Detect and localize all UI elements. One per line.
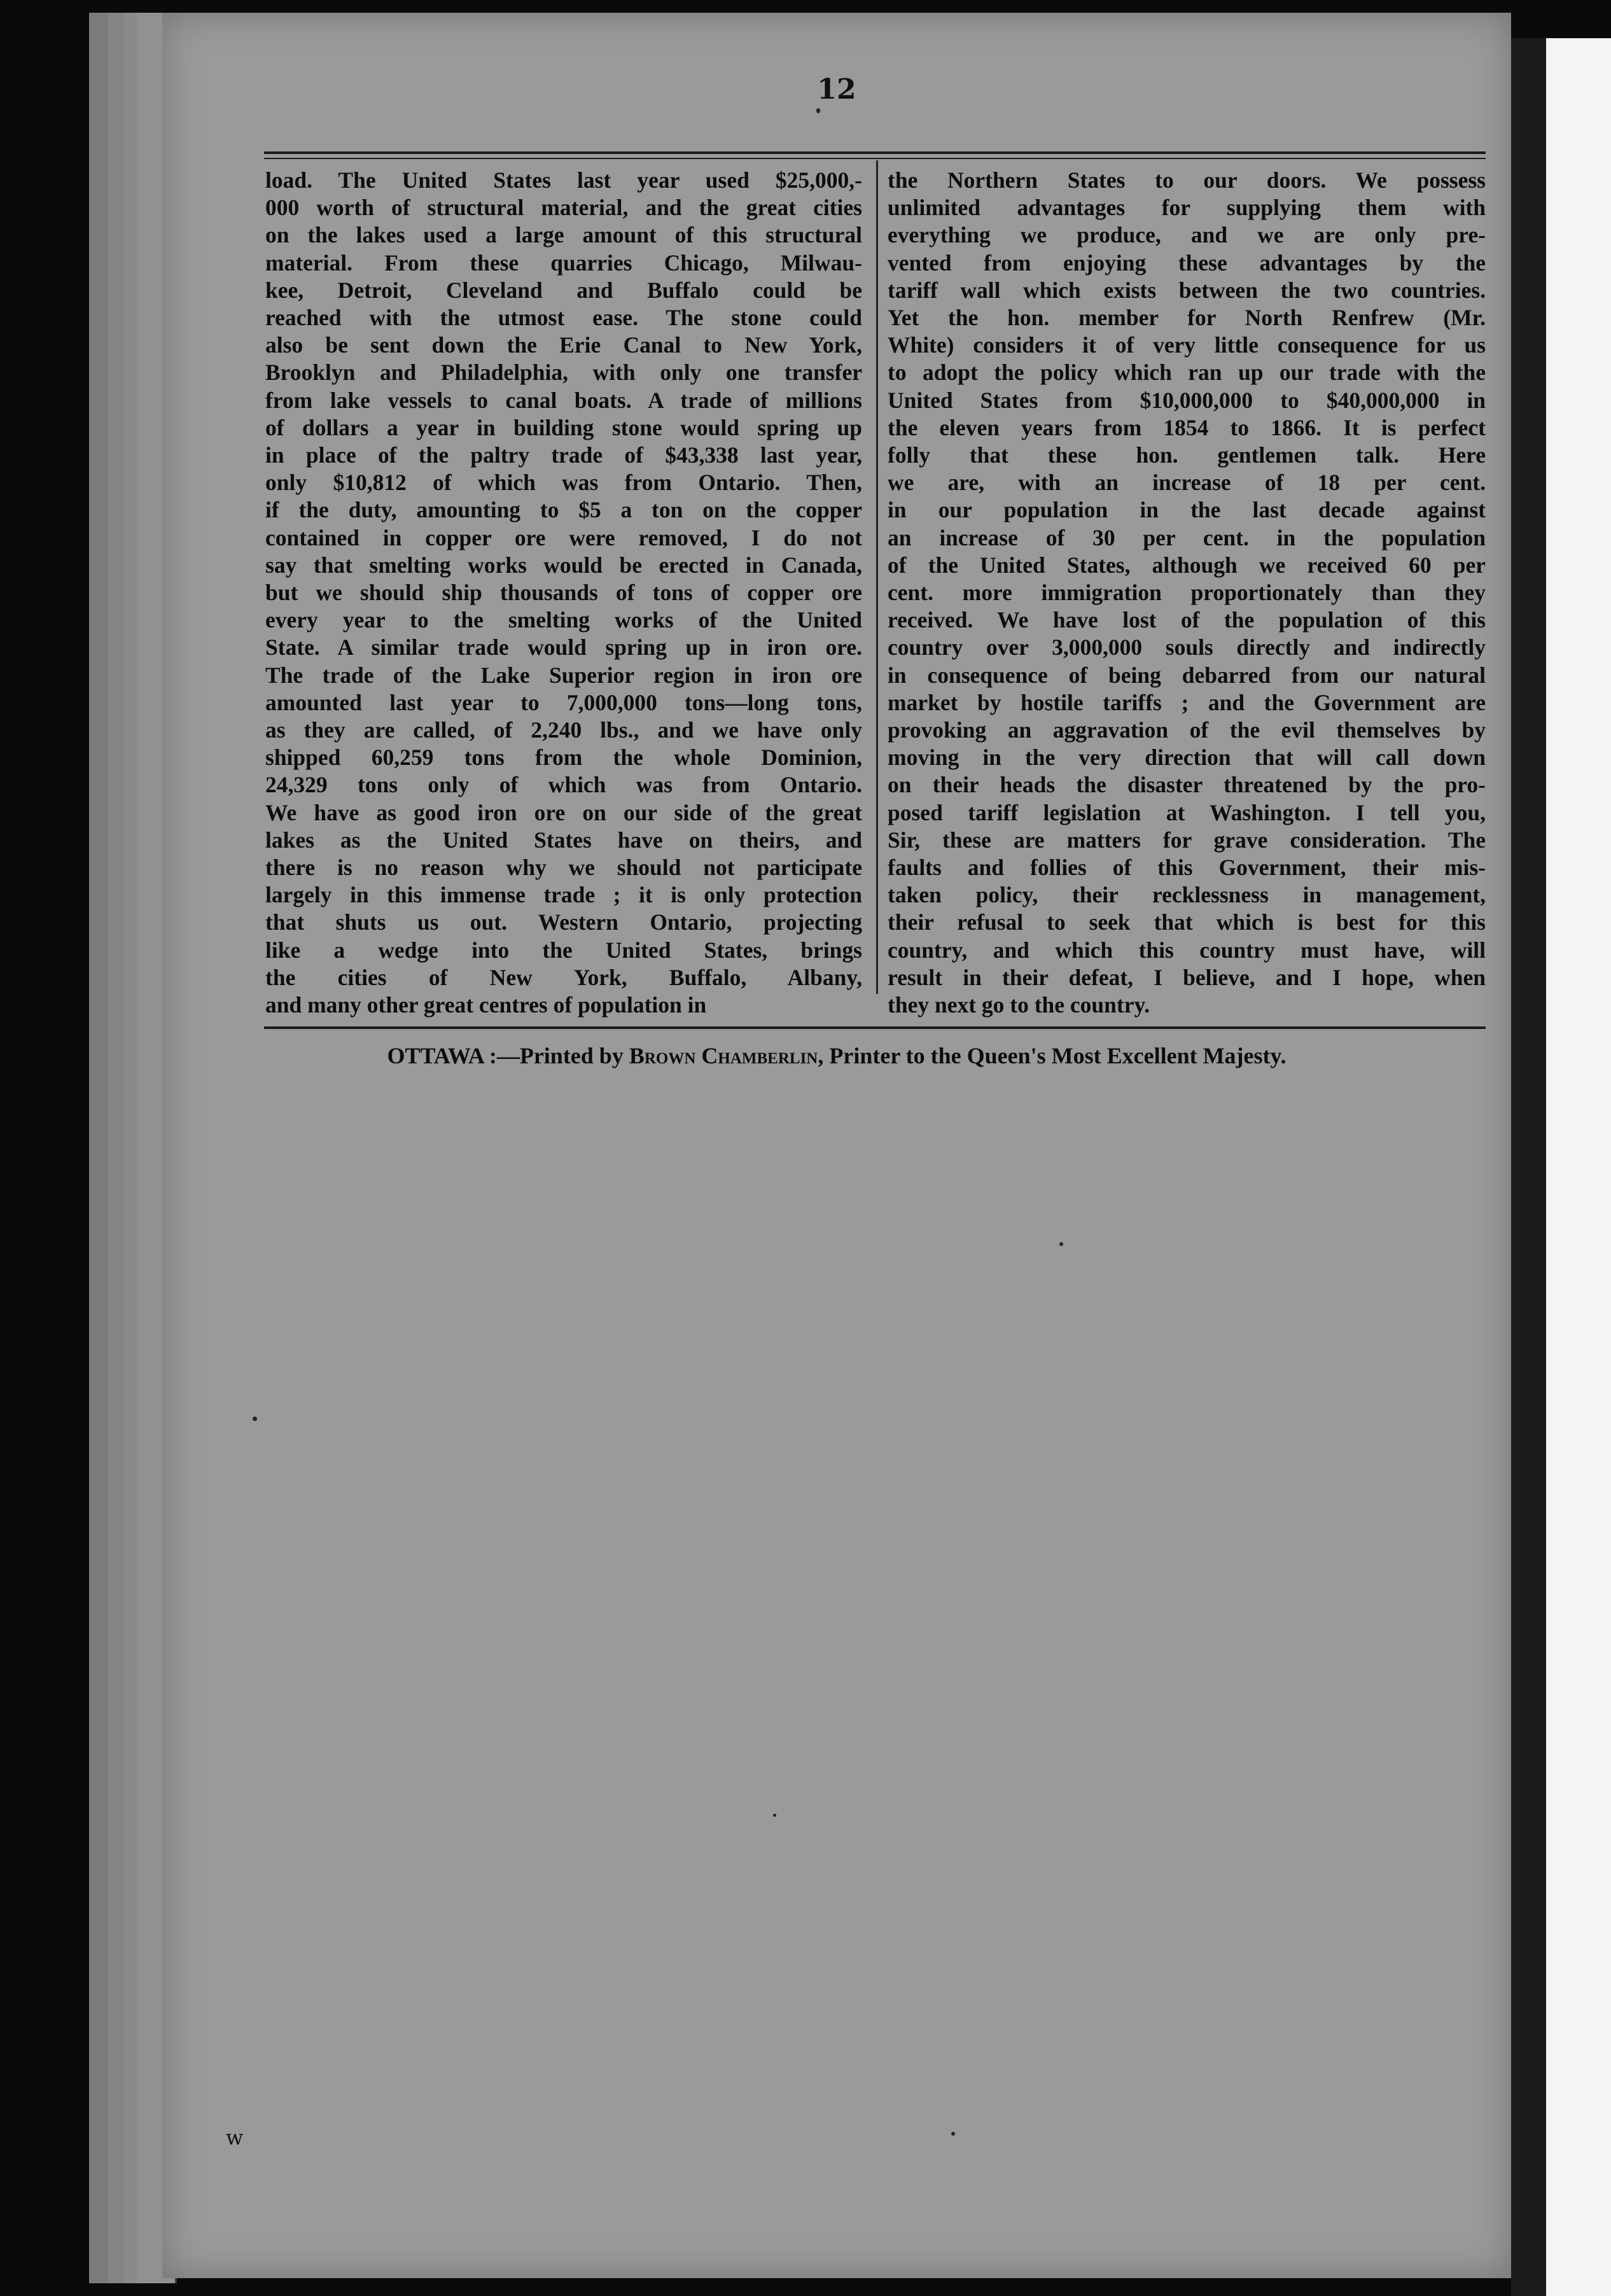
text-line: received. We have lost of the population of this: [888, 607, 1486, 633]
text-line: load. The United States last year used $25,000,-: [265, 167, 862, 193]
document-page: [162, 13, 1511, 2278]
text-line: that shuts us out. Western Ontario, projecting: [265, 909, 862, 935]
text-line: United States from $10,000,000 to $40,000,000 in: [888, 387, 1486, 413]
printer-imprint: [162, 1042, 1511, 1069]
text-line: unlimited advantages for supplying them with: [888, 195, 1486, 221]
imprint-rest: , Printer to the Queen's Most Excellent Majesty.: [818, 1043, 1287, 1068]
marginal-mark: w: [226, 2125, 244, 2150]
text-line: We have as good iron ore on our side of the great: [265, 799, 862, 825]
column-divider: [876, 160, 878, 994]
text-line: State. A similar trade would spring up in iron ore.: [265, 634, 862, 661]
scan-margin: [1546, 38, 1611, 2296]
text-line: the eleven years from 1854 to 1866. It is perfect: [888, 414, 1486, 440]
text-line: faults and follies of this Government, their mis-: [888, 855, 1486, 881]
ink-speck: [951, 2132, 955, 2136]
text-line: moving in the very direction that will call down: [888, 745, 1486, 771]
footer-rule: [264, 1026, 1486, 1029]
left-column: [265, 167, 862, 1019]
text-line: country, and which this country must have, will: [888, 937, 1486, 963]
text-line: in consequence of being debarred from our natural: [888, 662, 1486, 688]
text-line: reached with the utmost ease. The stone could: [265, 305, 862, 331]
text-line: only $10,812 of which was from Ontario. Then,: [265, 470, 862, 496]
text-line: vented from enjoying these advantages by the: [888, 249, 1486, 276]
text-line: an increase of 30 per cent. in the population: [888, 524, 1486, 550]
text-line: posed tariff legislation at Washington. I tell you,: [888, 799, 1486, 825]
text-line: contained in copper ore were removed, I do not: [265, 524, 862, 550]
text-line: Brooklyn and Philadelphia, with only one transfer: [265, 360, 862, 386]
imprint-place: OTTAWA :—Printed by: [387, 1043, 629, 1068]
text-line: largely in this immense trade ; it is only protection: [265, 882, 862, 908]
ink-speck: [773, 1814, 776, 1817]
text-line: everything we produce, and we are only pre-: [888, 222, 1486, 248]
text-line: amounted last year to 7,000,000 tons—long tons,: [265, 689, 862, 715]
text-line: their refusal to seek that which is best for this: [888, 909, 1486, 935]
text-line: every year to the smelting works of the United: [265, 607, 862, 633]
text-line: 000 worth of structural material, and the great cities: [265, 195, 862, 221]
text-line: kee, Detroit, Cleveland and Buffalo could be: [265, 277, 862, 303]
text-line: cent. more immigration proportionately than they: [888, 580, 1486, 606]
header-rule-thin: [264, 158, 1486, 159]
text-line: they next go to the country.: [888, 992, 1150, 1018]
text-line: on their heads the disaster threatened by the pro-: [888, 772, 1486, 798]
text-line: also be sent down the Erie Canal to New York,: [265, 332, 862, 358]
text-line: Sir, these are matters for grave consideration. The: [888, 827, 1486, 853]
text-line: Yet the hon. member for North Renfrew (Mr.: [888, 305, 1486, 331]
text-line: and many other great centres of population in: [265, 992, 707, 1018]
text-line: but we should ship thousands of tons of copper ore: [265, 580, 862, 606]
scan-border: [1511, 38, 1546, 2296]
text-line: the cities of New York, Buffalo, Albany,: [265, 964, 862, 990]
text-line: of the United States, although we received 60 per: [888, 552, 1486, 578]
text-line: of dollars a year in building stone would spring up: [265, 414, 862, 440]
ink-speck: [253, 1417, 257, 1421]
text-line: we are, with an increase of 18 per cent.: [888, 470, 1486, 496]
text-line: 24,329 tons only of which was from Ontario.: [265, 772, 862, 798]
ink-speck: [816, 108, 820, 113]
ink-speck: [1059, 1242, 1063, 1246]
text-line: market by hostile tariffs ; and the Government are: [888, 689, 1486, 715]
right-column: [888, 167, 1486, 1019]
text-line: The trade of the Lake Superior region in iron ore: [265, 662, 862, 688]
text-line: shipped 60,259 tons from the whole Dominion,: [265, 745, 862, 771]
text-line: lakes as the United States have on theirs, and: [265, 827, 862, 853]
text-line: like a wedge into the United States, brings: [265, 937, 862, 963]
text-line: taken policy, their recklessness in management,: [888, 882, 1486, 908]
text-line: on the lakes used a large amount of this structural: [265, 222, 862, 248]
text-line: White) considers it of very little consequence for us: [888, 332, 1486, 358]
text-line: provoking an aggravation of the evil themselves by: [888, 717, 1486, 743]
text-line: tariff wall which exists between the two countries.: [888, 277, 1486, 303]
text-line: if the duty, amounting to $5 a ton on the copper: [265, 497, 862, 523]
text-line: material. From these quarries Chicago, Milwau-: [265, 249, 862, 276]
text-line: to adopt the policy which ran up our trade with the: [888, 360, 1486, 386]
text-line: as they are called, of 2,240 lbs., and we have only: [265, 717, 862, 743]
text-line: say that smelting works would be erected in Canada,: [265, 552, 862, 578]
page-number: 12: [817, 73, 856, 106]
text-line: result in their defeat, I believe, and I hope, when: [888, 964, 1486, 990]
text-line: folly that these hon. gentlemen talk. Here: [888, 442, 1486, 468]
text-line: in place of the paltry trade of $43,338 last year,: [265, 442, 862, 468]
text-line: there is no reason why we should not participate: [265, 855, 862, 881]
text-line: in our population in the last decade against: [888, 497, 1486, 523]
text-line: country over 3,000,000 souls directly and indirectly: [888, 634, 1486, 661]
text-line: the Northern States to our doors. We possess: [888, 167, 1486, 193]
header-rule: [264, 151, 1486, 154]
imprint-printer: Brown Chamberlin: [629, 1043, 818, 1068]
text-line: from lake vessels to canal boats. A trade of millions: [265, 387, 862, 413]
